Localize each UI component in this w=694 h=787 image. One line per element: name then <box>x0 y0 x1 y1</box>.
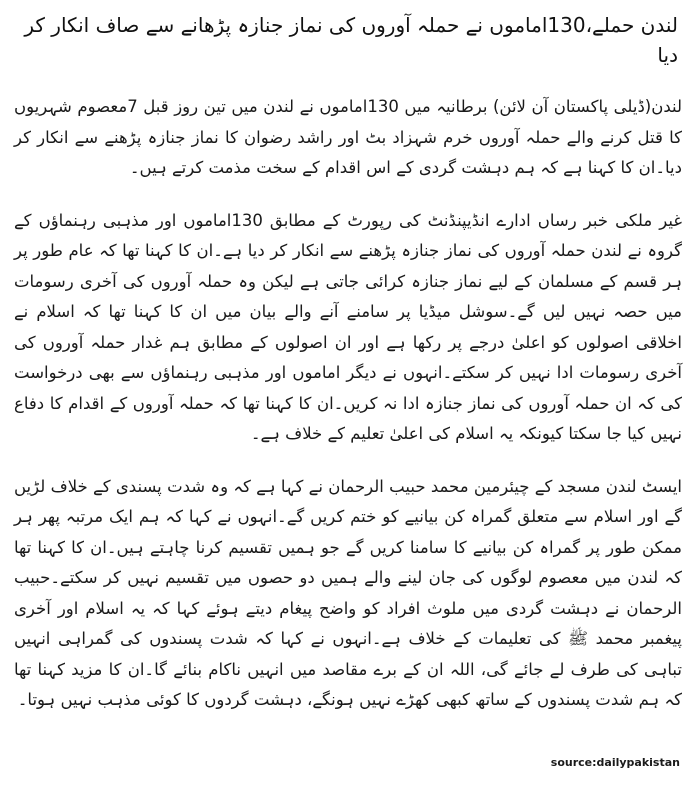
article-headline: لندن حملے،130اماموں نے حملہ آوروں کی نماز جنازہ پڑھانے سے صاف انکار کر دیا <box>24 13 678 67</box>
source-credit: source:dailypakistan <box>550 756 680 769</box>
article-paragraph: ایسٹ لندن مسجد کے چیئرمین محمد حبیب الرحمان نے کہا ہے کہ وہ شدت پسندی کے خلاف لڑیں گے اور اسلام سے متعلق گمراہ کن بیانیے کو ختم کریں گے۔انہوں نے کہا کہ ہم ایک مرتبہ پھر ہر ممکن طور پر گمراہ کن بیانیے کا سامنا کریں گے جو ہمیں تقسیم کرنا چاہتے ہیں۔ان کا کہنا تھا کہ لندن میں معصوم لوگوں کی جان لینے والے ہمیں دو حصوں میں تقسیم نہیں کر سکتے۔حبیب الرحمان نے دہشت گردی میں ملوث افراد کو واضح پیغام دیتے ہوئے کہا کہ یہ اسلام اور آخری پیغمبر محمد ﷺ کی تعلیمات کے خلاف ہے۔انہوں نے کہا کہ شدت پسندوں کی گمراہی انہیں تباہی کی طرف لے جائے گی، اللہ ان کے برے مقاصد میں انہیں ناکام بنائے گا۔ان کا مزید کہنا تھا کہ ہم شدت پسندوں کے ساتھ کبھی کھڑے نہیں ہونگے، دہشت گردوں کا کوئی مذہب نہیں ہوتا۔ <box>14 476 682 709</box>
article-paragraph: غیر ملکی خبر رساں ادارے انڈیپنڈنٹ کی رپورٹ کے مطابق 130اماموں اور مذہبی رہنماؤں کے گروہ نے لندن حملہ آوروں کی نماز جنازہ پڑھنے سے انکار کر دیا ہے۔ان کا کہنا تھا کہ عام طور پر ہر قسم کے مسلمان کے لیے نماز جنازہ کرائی جاتی ہے لیکن وہ حملہ آوروں کی آخری رسومات میں حصہ نہیں لیں گے۔سوشل میڈیا پر سامنے آنے والے بیان میں ان کا کہنا تھا کہ اسلام نے اخلاقی اصولوں کو اعلیٰ درجے پر رکھا ہے اور ان اصولوں کے مطابق ہم غدار حملہ آوروں کی آخری رسومات ادا نہیں کر سکتے۔انہوں نے دیگر اماموں اور مذہبی رہنماؤں سے بھی درخواست کی کہ ان حملہ آوروں کی نماز جنازہ ادا نہ کریں۔ان کا کہنا تھا کہ حملہ آوروں کے اقدام کا دفاع نہیں کیا جا سکتا کیونکہ یہ اسلام کی اعلیٰ تعلیم کے خلاف ہے۔ <box>14 210 682 443</box>
article-paragraph: لندن(ڈیلی پاکستان آن لائن) برطانیہ میں 130اماموں نے لندن میں تین روز قبل 7معصوم شہریوں کا قتل کرنے والے حملہ آوروں خرم شہزاد بٹ اور راشد رضوان کا نماز جنازہ پڑھنے سے انکار کر دیا۔ان کا کہنا ہے کہ ہم دہشت گردی کے اس اقدام کے سخت مذمت کرتے ہیں۔ <box>14 97 683 177</box>
